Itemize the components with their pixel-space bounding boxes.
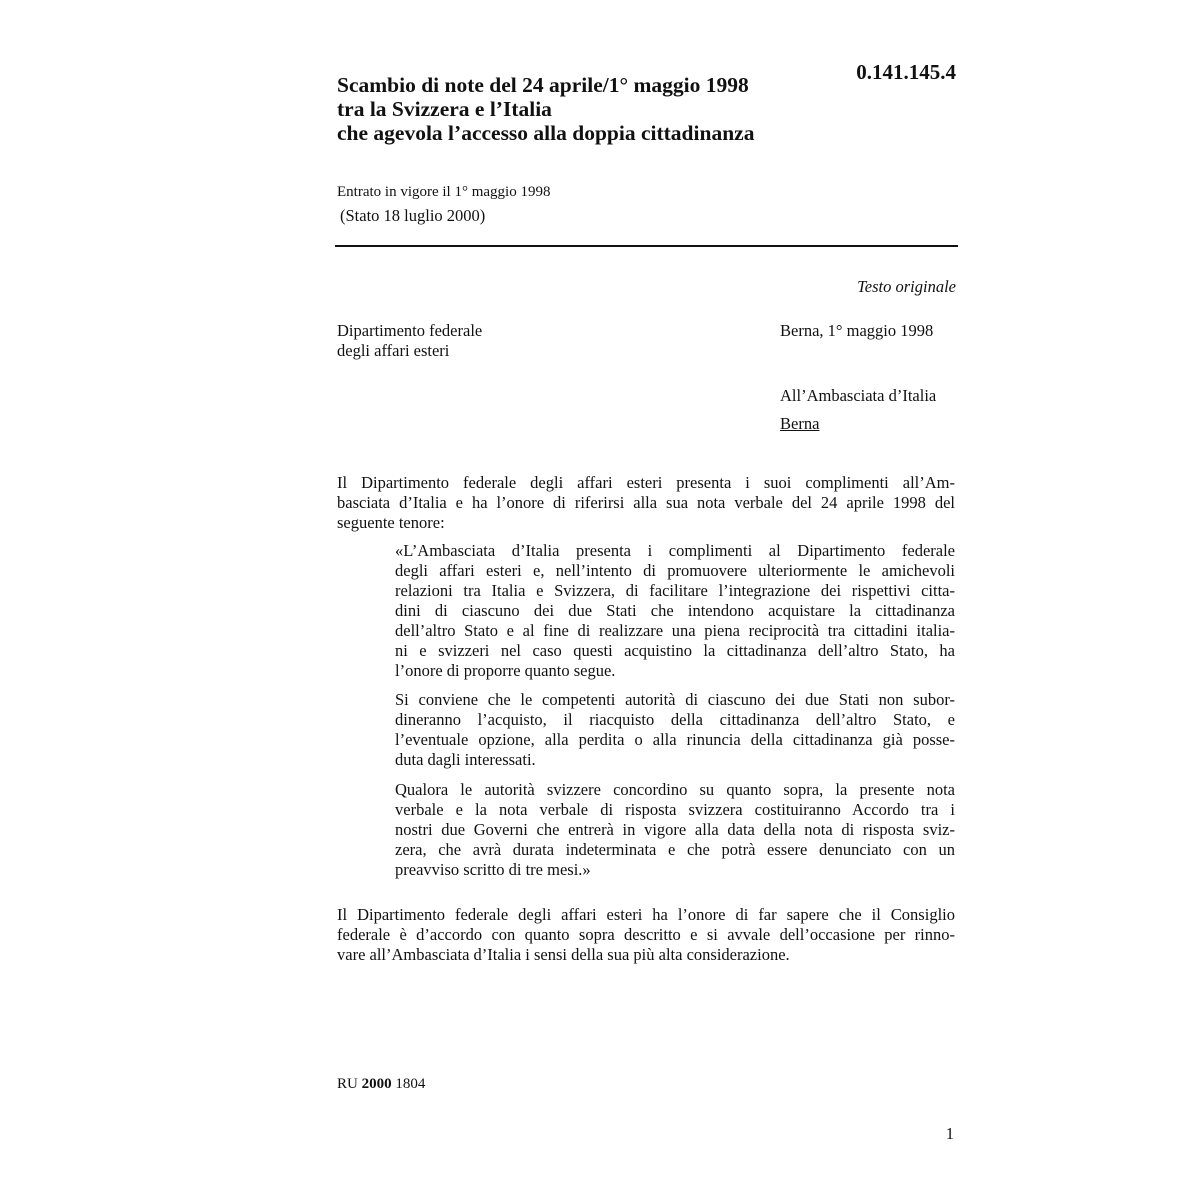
title-line: tra la Svizzera e l’Italia: [337, 97, 552, 121]
text-line: federale è d’accordo con quanto sopra descritto e si avvale dell’occasione per rinno-: [337, 925, 955, 944]
text-line: dell’altro Stato e al fine di realizzare una piena reciprocità tra cittadini italia-: [395, 621, 955, 640]
text-line: vare all’Ambasciata d’Italia i sensi della sua più alta considerazione.: [337, 945, 790, 964]
place-date: Berna, 1° maggio 1998: [780, 321, 934, 340]
entry-into-force: Entrato in vigore il 1° maggio 1998: [337, 184, 551, 200]
text-line: dini di ciascuno dei due Stati che intendono acquistare la cittadinanza: [395, 601, 955, 620]
text-line: Qualora le autorità svizzere concordino su quanto sopra, la presente nota: [395, 780, 955, 799]
text-line: seguente tenore:: [337, 513, 445, 532]
text-line: zera, che avrà durata indeterminata e che potrà essere denunciato con un: [395, 840, 955, 859]
text-line: Il Dipartimento federale degli affari esteri presenta i suoi complimenti all’Am-: [337, 473, 955, 492]
status-date: (Stato 18 luglio 2000): [340, 206, 486, 225]
text-line: dineranno l’acquisto, il riacquisto della cittadinanza dell’altro Stato, e: [395, 710, 955, 729]
quote-paragraph-1: [395, 541, 955, 681]
text-line: Si conviene che le competenti autorità di ciascuno dei due Stati non subor-: [395, 690, 955, 709]
text-line: nostri due Governi che entrerà in vigore alla data della nota di risposta sviz-: [395, 820, 955, 839]
quote-paragraph-3: [395, 780, 955, 880]
quote-paragraph-2: [395, 690, 955, 770]
text-line: l’onore di proporre quanto segue.: [395, 661, 616, 680]
document-title: [337, 73, 754, 145]
recipient-block: [780, 382, 936, 438]
sender-block: [337, 321, 482, 361]
text-line: l’eventuale opzione, alla perdita o alla rinuncia della cittadinanza già posse-: [395, 730, 955, 749]
sender-line: Dipartimento federale: [337, 321, 483, 340]
ru-year: 2000: [361, 1076, 392, 1092]
page-number: 1: [945, 1124, 954, 1143]
sender-line: degli affari esteri: [337, 341, 450, 360]
text-line: ni e svizzeri nel caso questi acquistino la cittadinanza dell’altro Stato, ha: [395, 641, 955, 660]
closing-paragraph: [337, 905, 955, 965]
text-line: duta dagli interessati.: [395, 750, 536, 769]
recipient-name: All’Ambasciata d’Italia: [780, 386, 937, 405]
title-line: che agevola l’accesso alla doppia cittadinanza: [337, 121, 755, 145]
original-text-label: Testo originale: [857, 277, 956, 296]
recipient-city: Berna: [780, 414, 820, 433]
ru-prefix: RU: [337, 1076, 358, 1092]
text-line: preavviso scritto di tre mesi.»: [395, 860, 591, 879]
text-line: «L’Ambasciata d’Italia presenta i complimenti al Dipartimento federale: [395, 541, 955, 560]
official-collection-reference: [337, 1075, 425, 1093]
text-line: Il Dipartimento federale degli affari esteri ha l’onore di far sapere che il Consiglio: [337, 905, 955, 924]
document-number: 0.141.145.4: [856, 60, 956, 84]
text-line: relazioni tra Italia e Svizzera, di facilitare l’integrazione dei rispettivi citta-: [395, 581, 955, 600]
title-line: Scambio di note del 24 aprile/1° maggio 1998: [337, 73, 749, 97]
text-line: degli affari esteri e, nell’intento di promuovere ulteriormente le amichevoli: [395, 561, 955, 580]
header-divider: [335, 245, 958, 247]
ru-page: 1804: [395, 1076, 426, 1092]
intro-paragraph: [337, 473, 955, 533]
text-line: basciata d’Italia e ha l’onore di riferirsi alla sua nota verbale del 24 aprile 1998 del: [337, 493, 955, 512]
text-line: verbale e la nota verbale di risposta svizzera costituiranno Accordo tra i: [395, 800, 955, 819]
